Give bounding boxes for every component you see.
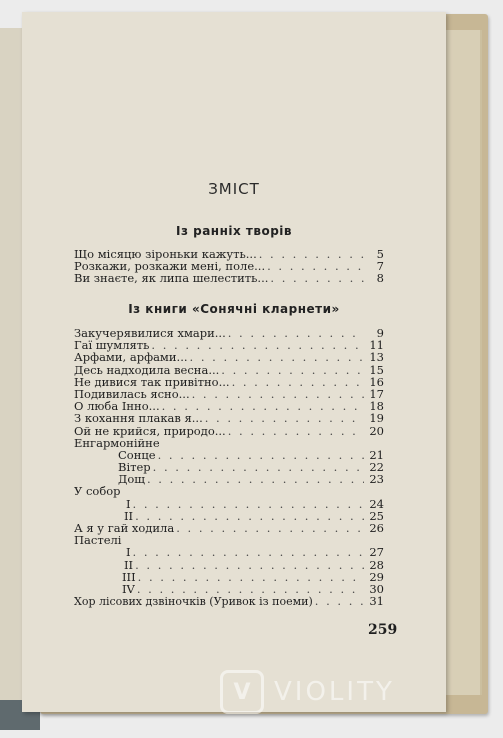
toc-entry: III . . . 29 <box>74 571 384 583</box>
watermark-logo-icon: V <box>220 670 264 714</box>
toc-entry: О люба Інно... . . . 18 <box>74 400 384 412</box>
toc-entry: Що місяцю зіроньки кажуть... . . . 5 <box>74 248 384 260</box>
toc-group-heading: Пастелі <box>74 533 122 548</box>
book-page <box>22 12 446 712</box>
toc-entry: Сонце . . . 21 <box>74 449 384 461</box>
toc-entry: Дощ . . . 23 <box>74 473 384 485</box>
section-heading-early-works: Із ранніх творів <box>175 224 292 238</box>
toc-entry: Закучерявилися хмари... . . . 9 <box>74 327 384 339</box>
toc-sonyachni-klarnety <box>74 327 384 607</box>
page-title: ЗМІСТ <box>208 180 260 198</box>
toc-entry: IV . . . 30 <box>74 583 384 595</box>
toc-group-heading: Енгармонійне <box>74 435 160 450</box>
toc-entry: Подивилась ясно... . . . 17 <box>74 388 384 400</box>
toc-entry: II . . . 25 <box>74 510 384 522</box>
toc-entry: Гаї шумлять . . . 11 <box>74 339 384 351</box>
toc-entry: А я у гай ходила . . . 26 <box>74 522 384 534</box>
toc-entry: Ой не крийся, природо... . . . 20 <box>74 425 384 437</box>
page-number: 259 <box>368 622 398 638</box>
toc-entry: Ви знаєте, як липа шелестить... . . . 8 <box>74 272 384 284</box>
toc-entry: Арфами, арфами... . . . 13 <box>74 351 384 363</box>
toc-entry: Розкажи, розкажи мені, поле... . . . 7 <box>74 260 384 272</box>
toc-entry: I . . . 27 <box>74 546 384 558</box>
toc-entry: I . . . 24 <box>74 498 384 510</box>
toc-early-works <box>74 248 384 285</box>
toc-entry: Не дивися так привітно... . . . 16 <box>74 376 384 388</box>
section-heading-sonyachni-klarnety: Із книги «Сонячні кларнети» <box>128 302 340 316</box>
toc-group-heading: У собор <box>74 484 121 499</box>
toc-entry: II . . . 28 <box>74 559 384 571</box>
watermark-text: VIOLITY <box>274 677 395 707</box>
toc-entry: Хор лісових дзвіночків (Уривок із поеми) . . . 31 <box>74 595 384 607</box>
toc-entry: Вітер . . . 22 <box>74 461 384 473</box>
toc-entry: Десь надходила весна... . . . 15 <box>74 364 384 376</box>
toc-entry: З кохання плакав я... . . . 19 <box>74 412 384 424</box>
watermark <box>220 668 490 716</box>
